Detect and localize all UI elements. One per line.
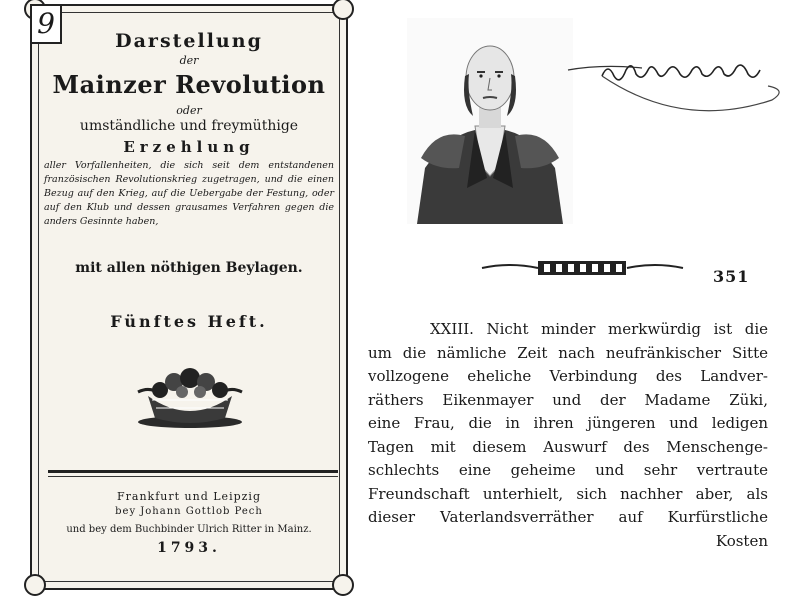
text-line: vollzogene eheliche Verbindung des Landver- xyxy=(368,367,768,385)
main-title: Mainzer Revolution xyxy=(52,70,326,99)
title-description: aller Vorfallenheiten, die sich seit dem entstandenen französischen Revolutionskrieg zugetragen, und die einen Bezug auf den Krieg, auf die Uebergabe der Festung, oder auf den Klub und dessen grausames Verfahren gegen die anders Gesinnte haben, xyxy=(44,160,334,227)
flower-basket-illustration xyxy=(130,356,250,434)
text-line: um die nämliche Zeit nach neufränkischer Sitte xyxy=(368,343,768,362)
title-word-der: der xyxy=(179,54,199,67)
subtitle: umständliche und freymüthige xyxy=(79,118,299,134)
title-word-darstellung: Darstellung xyxy=(115,30,263,52)
subtitle-erzehlung: Erzehlung xyxy=(123,138,255,156)
corner-ornament xyxy=(332,0,354,20)
corner-ornament xyxy=(24,574,46,596)
divider-rule-thin xyxy=(48,476,338,477)
text-line: Tagen mit diesem Auswurf des Menschenge- xyxy=(368,437,768,456)
imprint-year: 1793. xyxy=(157,540,221,556)
portrait-engraving xyxy=(407,18,573,224)
imprint-place: Frankfurt und Leipzig xyxy=(117,490,261,503)
text-line: dieser Vaterlandsverräther auf Kurfürstliche xyxy=(368,508,768,526)
text-line: Kosten xyxy=(715,531,768,550)
text-line: räthers Eikenmayer und der Madame Züki, xyxy=(368,390,768,409)
issue-label: Fünftes Heft. xyxy=(110,312,268,331)
corner-ornament xyxy=(332,574,354,596)
page-number: 351 xyxy=(713,267,750,286)
page-number-badge: 9 xyxy=(30,4,62,44)
title-word-oder: oder xyxy=(176,104,202,117)
text-body xyxy=(368,318,768,553)
supplements-line: mit allen nöthigen Beylagen. xyxy=(75,260,303,276)
decorative-ornament xyxy=(480,258,685,278)
text-line: eine Frau, die in ihren jüngeren und ledigen xyxy=(368,414,768,432)
imprint-publisher: bey Johann Gottlob Pech xyxy=(115,506,263,517)
text-line: XXIII. Nicht minder merkwürdig ist die xyxy=(430,320,768,338)
text-line: Freundschaft unterhielt, sich nachher aber, als xyxy=(368,484,768,503)
handwritten-signature xyxy=(562,40,787,130)
text-line: schlechts eine geheime und sehr vertraute xyxy=(368,461,768,479)
imprint-bookbinder: und bey dem Buchbinder Ulrich Ritter in Mainz. xyxy=(66,524,312,535)
divider-rule xyxy=(48,470,338,473)
